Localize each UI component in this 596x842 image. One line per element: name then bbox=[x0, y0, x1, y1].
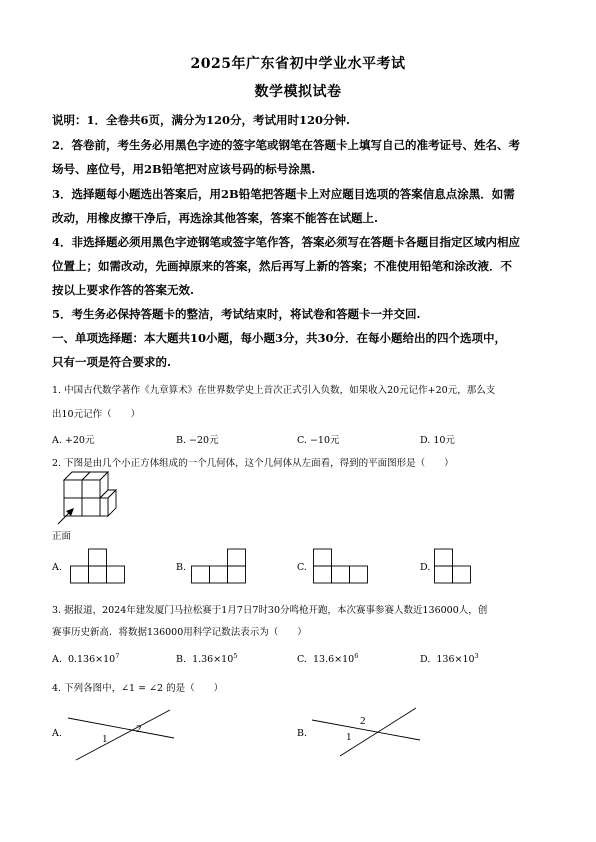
instruction-line: 5．考生务必保持答题卡的整洁，考试结束时，将试卷和答题卡一并交回. bbox=[52, 307, 421, 321]
q1-option-d: D. 10元 bbox=[420, 435, 455, 446]
q2-option-c-figure bbox=[313, 548, 369, 584]
q3-option-c-exponent: 6 bbox=[354, 652, 359, 660]
q3-option-a-label: A. bbox=[52, 654, 62, 666]
exam-title: 2025年广东省初中学业水平考试 bbox=[190, 56, 406, 72]
instruction-line: 3．选择题每小题选出答案后，用2B铅笔把答题卡上对应题目选项的答案信息点涂黑．如需 bbox=[52, 187, 515, 201]
instruction-line: 4．非选择题必须用黑色字迹钢笔或签字笔作答，答案必须写在答题卡各题目指定区域内相应 bbox=[52, 235, 520, 249]
section-heading: 只有一项是符合要求的. bbox=[52, 355, 172, 369]
question-2-text: 2. 下图是由几个小正方体组成的一个几何体，这个几何体从左面看，得到的平面图形是（ ） bbox=[52, 458, 454, 469]
q1-option-c: C. −10元 bbox=[297, 435, 340, 446]
q3-option-c-mantissa: 13.6×10 bbox=[313, 654, 355, 666]
q3-option-d-label: D. bbox=[420, 654, 431, 666]
section-heading: 一、单项选择题：本大题共10小题，每小题3分，共30分．在每小题给出的四个选项中， bbox=[52, 331, 507, 345]
q3-option-c-label: C. bbox=[297, 654, 307, 666]
q3-option-b bbox=[176, 652, 237, 665]
instruction-line: 改动，用橡皮擦干净后，再选涂其他答案，答案不能答在试题上. bbox=[52, 211, 379, 225]
q2-option-c-label: C. bbox=[297, 562, 307, 573]
q1-option-a: A. +20元 bbox=[52, 435, 95, 446]
instruction-line: 场号、座位号，用2B铅笔把对应该号码的标号涂黑. bbox=[52, 162, 316, 176]
cube-solid-figure bbox=[52, 470, 124, 530]
q2-option-a-figure bbox=[70, 548, 126, 584]
q2-option-a-label: A. bbox=[52, 562, 62, 573]
q3-option-b-exponent: 5 bbox=[233, 652, 238, 660]
q2-option-b-label: B. bbox=[176, 562, 187, 573]
q3-option-c bbox=[297, 652, 358, 665]
q3-option-d-exponent: 3 bbox=[474, 652, 479, 660]
q3-option-b-label: B. bbox=[176, 654, 187, 666]
q3-option-b-mantissa: 1.36×10 bbox=[192, 654, 234, 666]
q2-option-d-figure bbox=[434, 548, 474, 584]
q3-option-a-mantissa: 0.136×10 bbox=[67, 654, 116, 666]
question-4-text: 4. 下列各图中，∠1 = ∠2 的是（ ） bbox=[52, 683, 224, 694]
q3-option-d bbox=[420, 652, 479, 665]
q1-option-b: B. −20元 bbox=[176, 435, 219, 446]
question-3-text: 赛事历史新高．将数据136000用科学记数法表示为（ ） bbox=[52, 627, 307, 638]
instruction-line: 说明：1．全卷共6页，满分为120分，考试用时120分钟. bbox=[52, 113, 351, 127]
exam-subtitle: 数学模拟试卷 bbox=[254, 84, 342, 100]
q2-option-b-figure bbox=[191, 548, 247, 584]
q2-option-d-label: D. bbox=[420, 562, 431, 573]
q3-option-d-mantissa: 136×10 bbox=[436, 654, 475, 666]
front-view-label: 正面 bbox=[52, 531, 72, 542]
instruction-line: 按以上要求作答的答案无效. bbox=[52, 283, 195, 297]
q4-a-angle-1: 1 bbox=[102, 733, 108, 745]
q4-option-b-label: B. bbox=[297, 728, 308, 739]
question-3-text: 3. 据报道，2024年建发厦门马拉松赛于1月7日7时30分鸣枪开跑，本次赛事参赛人数近136000人，创 bbox=[52, 605, 488, 616]
q4-a-angle-2: 2 bbox=[136, 723, 142, 735]
q4-option-a-figure bbox=[66, 708, 178, 764]
q3-option-a bbox=[52, 652, 119, 665]
question-1-text: 1. 中国古代数学著作《九章算术》在世界数学史上首次正式引入负数，如果收入20元记作+20元，那么支 bbox=[52, 385, 496, 396]
instruction-line: 位置上；如需改动，先画掉原来的答案，然后再写上新的答案；不准使用铅笔和涂改液．不 bbox=[52, 259, 512, 273]
q4-b-angle-2: 2 bbox=[360, 715, 366, 727]
instruction-line: 2．答卷前，考生务必用黑色字迹的签字笔或钢笔在答题卡上填写自己的准考证号、姓名、考 bbox=[52, 138, 520, 152]
q4-option-b-figure bbox=[310, 704, 422, 760]
q3-option-a-exponent: 7 bbox=[115, 652, 120, 660]
q4-option-a-label: A. bbox=[52, 728, 62, 739]
question-1-text: 出10元记作（ ） bbox=[52, 409, 141, 420]
q4-b-angle-1: 1 bbox=[346, 731, 352, 743]
